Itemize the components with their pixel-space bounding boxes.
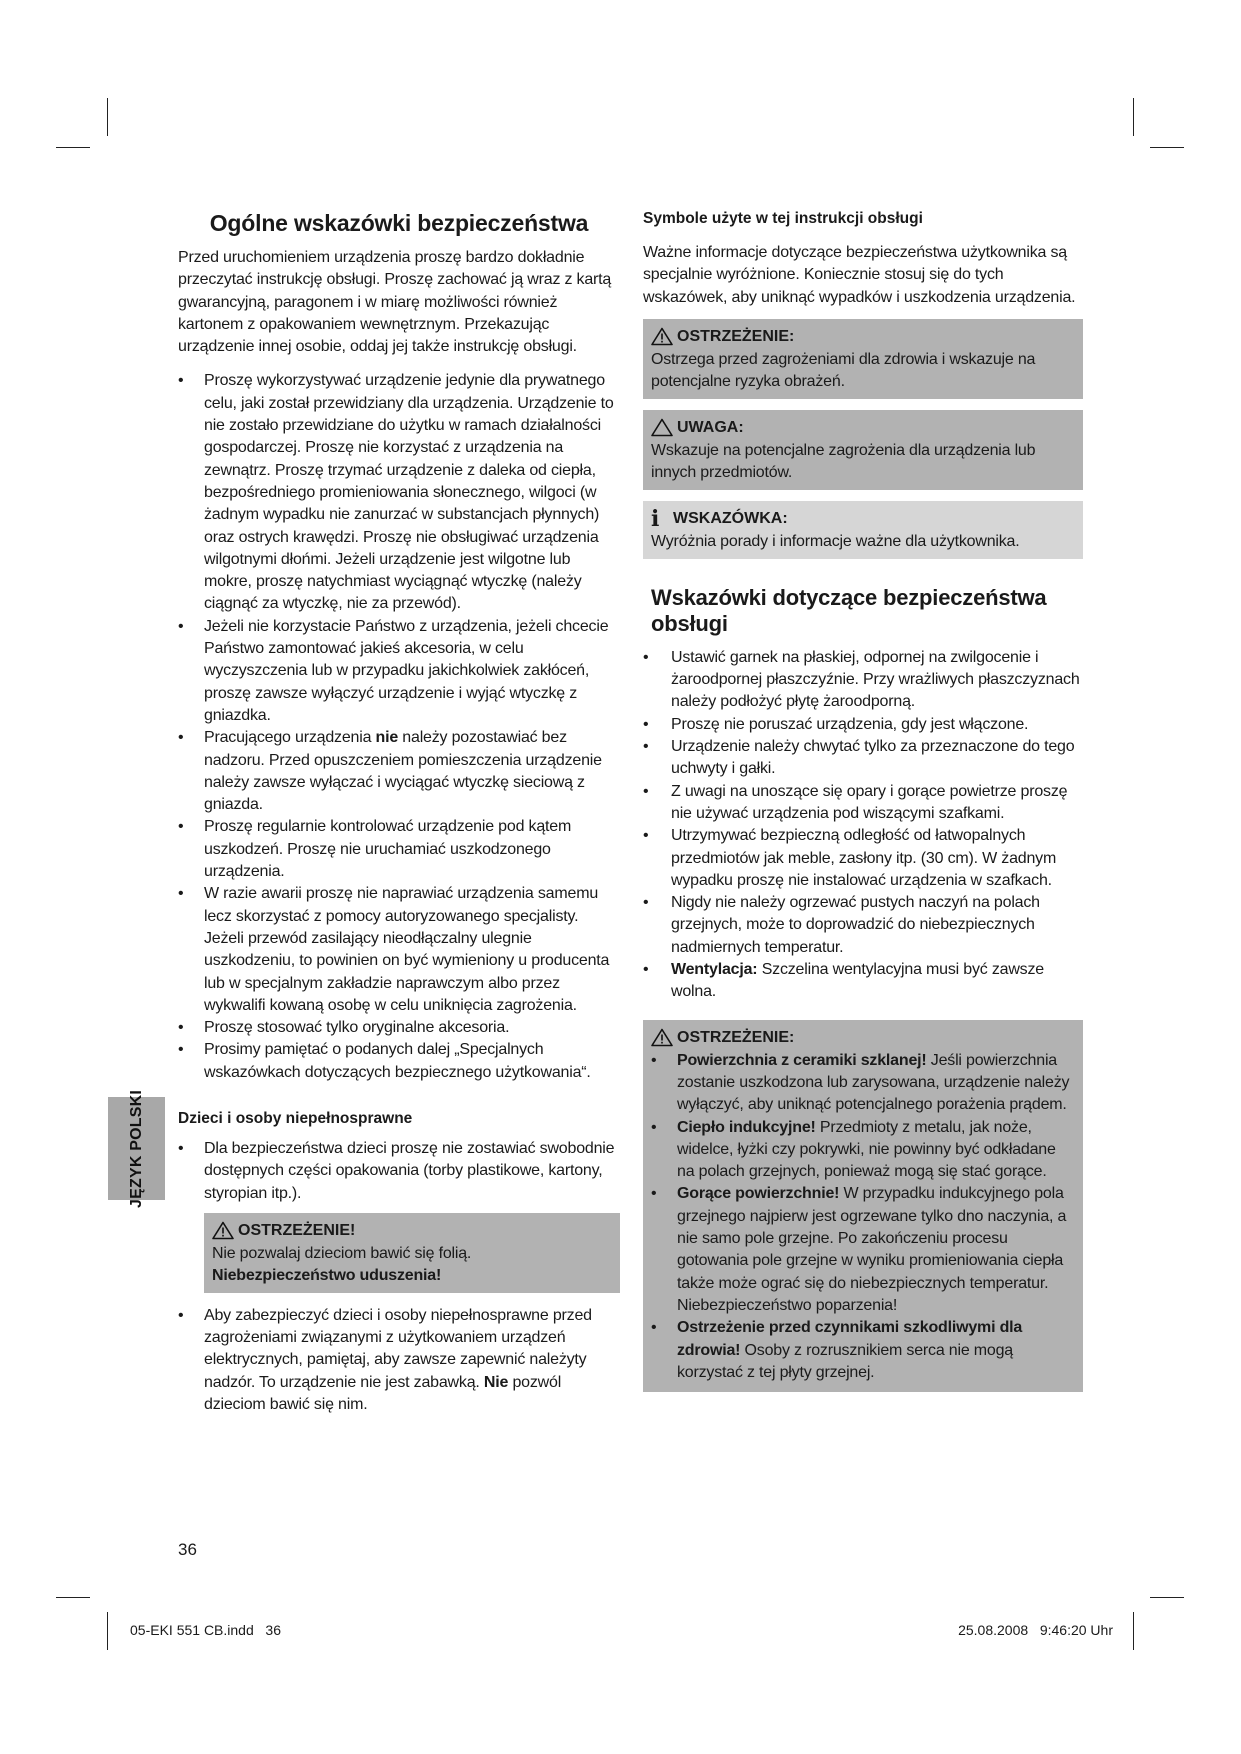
attention-triangle-icon bbox=[651, 418, 673, 437]
hint-header bbox=[651, 505, 1075, 532]
children-heading: Dzieci i osoby niepełnosprawne bbox=[178, 1109, 413, 1127]
list-item: • Proszę regularnie kontrolować urządzenie pod kątem uszkodzeń. Proszę nie uruchamiać uszkodzonego urządzenia. bbox=[178, 816, 620, 883]
list-item: • Prosimy pamiętać o podanych dalej „Specjalnych wskazówkach dotyczących bezpiecznego użytkowania“. bbox=[178, 1039, 620, 1084]
list-item: • W razie awarii proszę nie naprawiać urządzenia samemu lecz skorzystać z pomocy autoryzowanego specjalisty. Jeżeli przewód zasilający nieodłączalny ulegnie uszkodzeniu, to powinien on być wymieniony u producenta lub w specjalnym zakładzie naprawczym albo przez wykwalifi kowaną osobę w celu uniknięcia zagrożenia. bbox=[178, 883, 620, 1017]
emphasis-text: Powierzchnia z ceramiki szklanej! bbox=[677, 1051, 927, 1069]
language-tab-label: JĘZYK POLSKI bbox=[127, 1089, 145, 1208]
crop-mark bbox=[107, 98, 108, 136]
right-column bbox=[643, 210, 1083, 1403]
list-item: • Jeżeli nie korzystacie Państwo z urządzenia, jeżeli chcecie Państwo zamontować jakieś akcesoria, w celu wyczyszczenia lub w przypadku jakichkolwiek zakłóceń, proszę zawsze wyłączyć urządzenie i wyjąć wtyczkę z gniazdka. bbox=[178, 616, 620, 727]
attention-label: UWAGA: bbox=[677, 418, 744, 436]
list-item bbox=[178, 727, 620, 816]
list-item-text: W przypadku indukcyjnego pola grzejnego najpierw jest ogrzewane tylko dno naczynia, a nie samo pole grzejne. Po zakończeniu procesu gotowania pole grzejne w wyniku promieniowania ciepła także może ograć się do niebezpiecznych temperatur. Niebezpieczeństwo poparzenia! bbox=[677, 1185, 1067, 1314]
children-list bbox=[178, 1138, 620, 1205]
warning-bold-text: Niebezpieczeństwo uduszenia! bbox=[212, 1266, 442, 1284]
operating-safety-title: Wskazówki dotyczące bezpieczeństwa obsługi bbox=[651, 584, 1047, 636]
operating-safety-list bbox=[643, 647, 1083, 1004]
crop-mark bbox=[56, 1597, 90, 1598]
attention-header bbox=[651, 418, 1075, 438]
emphasis-text: Ciepło indukcyjne! bbox=[677, 1118, 816, 1136]
attention-symbol-box bbox=[643, 410, 1083, 490]
list-item: • Urządzenie należy chwytać tylko za przeznaczone do tego uchwyty i gałki. bbox=[643, 736, 1083, 781]
list-item-text: Jeśli powierzchnia zostanie uszkodzona lub zarysowana, urządzenie należy wyłączyć, aby uniknąć potencjalnego porażenia prądem. bbox=[677, 1051, 1070, 1114]
warning-label: OSTRZEŻENIE: bbox=[677, 1028, 795, 1046]
warning-triangle-icon bbox=[651, 1028, 673, 1047]
list-item: • Utrzymywać bezpieczną odległość od łatwopalnych przedmiotów jak meble, zasłony itp. (30 cm). W żadnym wypadku proszę nie instalować urządzenia w szafkach. bbox=[643, 825, 1083, 892]
induction-warning-box bbox=[643, 1020, 1083, 1392]
list-item: • Proszę stosować tylko oryginalne akcesoria. bbox=[178, 1017, 620, 1039]
footer-timestamp: 25.08.2008 9:46:20 Uhr bbox=[958, 1622, 1113, 1638]
induction-warning-list bbox=[651, 1050, 1075, 1384]
general-safety-intro: Przed uruchomieniem urządzenia proszę bardzo dokładnie przeczytać instrukcję obsługi. Proszę zachować ją wraz z kartą gwarancyjną, paragonem i w miarę możliwości również kartonem z opakowaniem wewnętrznym. Przekazując urządzenie innej osobie, oddaj jej także instrukcję obsługi. bbox=[178, 249, 612, 356]
warning-triangle-icon bbox=[212, 1221, 234, 1240]
emphasis-text: nie bbox=[375, 729, 399, 747]
crop-mark bbox=[1150, 147, 1184, 148]
warning-symbol-box bbox=[643, 319, 1083, 399]
warning-header bbox=[651, 1028, 1075, 1048]
list-item-text: Aby zabezpieczyć dzieci i osoby niepełnosprawne przed zagrożeniami związanymi z użytkowaniem urządzeń elektrycznych, pamiętaj, aby zawsze zapewnić należyty nadzór. To urządzenie nie jest zabawką. bbox=[204, 1306, 592, 1391]
hint-text: Wyróżnia porady i informacje ważne dla użytkownika. bbox=[651, 532, 1020, 550]
attention-text: Wskazuje na potencjalne zagrożenia dla urządzenia lub innych przedmiotów. bbox=[651, 441, 1036, 481]
footer-filename: 05-EKI 551 CB.indd 36 bbox=[130, 1622, 281, 1638]
list-item: • Ustawić garnek na płaskiej, odpornej na zwilgocenie i żaroodpornej płaszczyźnie. Przy wrażliwych płaszczyznach należy podłożyć płytę żaroodporną. bbox=[643, 647, 1083, 714]
list-item: • Proszę nie poruszać urządzenia, gdy jest włączone. bbox=[643, 714, 1083, 736]
general-safety-list bbox=[178, 370, 620, 1084]
page-number: 36 bbox=[178, 1540, 197, 1559]
crop-mark bbox=[1133, 98, 1134, 136]
info-icon: i bbox=[651, 505, 660, 532]
children-list-2 bbox=[178, 1305, 620, 1416]
emphasis-text: Ostrzeżenie przed czynnikami szkodliwymi dla zdrowia! bbox=[677, 1319, 1023, 1359]
list-item-text: należy pozostawiać bez nadzoru. Przed opuszczeniem pomieszczenia urządzenie należy zawsze wyłączać i wyciągać wtyczkę sieciową z gniazda. bbox=[204, 729, 602, 814]
crop-mark bbox=[1133, 1612, 1134, 1650]
warning-label: OSTRZEŻENIE: bbox=[677, 327, 795, 345]
list-item-text: Osoby z rozrusznikiem serca nie mogą korzystać z tej płyty grzejnej. bbox=[677, 1341, 1014, 1381]
crop-mark bbox=[1150, 1597, 1184, 1598]
list-item bbox=[178, 1305, 620, 1416]
symbols-heading: Symbole użyte w tej instrukcji obsługi bbox=[643, 210, 923, 227]
list-item-text: Szczelina wentylacyjna musi być zawsze wolna. bbox=[671, 961, 1044, 1001]
warning-header bbox=[651, 327, 1075, 347]
list-item-text: pozwól dzieciom bawić się nim. bbox=[204, 1373, 562, 1414]
warning-text: Ostrzega przed zagrożeniami dla zdrowia i wskazuje na potencjalne ryzyka obrażeń. bbox=[651, 350, 1036, 390]
list-item bbox=[651, 1317, 1075, 1384]
language-tab bbox=[108, 1089, 165, 1208]
symbols-intro: Ważne informacje dotyczące bezpieczeństwa użytkownika są specjalnie wyróżnione. Koniecznie stosuj się do tych wskazówek, aby uniknąć wypadków i uszkodzenia urządzenia. bbox=[643, 244, 1076, 306]
list-item bbox=[651, 1117, 1075, 1184]
list-item-text: Pracującego urządzenia bbox=[204, 729, 372, 747]
crop-mark bbox=[56, 147, 90, 148]
warning-triangle-icon bbox=[651, 327, 673, 346]
emphasis-text: Nie bbox=[483, 1373, 509, 1391]
list-item: • Dla bezpieczeństwa dzieci proszę nie zostawiać swobodnie dostępnych części opakowania (torby plastikowe, kartony, styropian itp.). bbox=[178, 1138, 620, 1205]
general-safety-title: Ogólne wskazówki bezpieczeństwa bbox=[209, 210, 589, 236]
warning-text: Nie pozwalaj dzieciom bawić się folią. bbox=[212, 1244, 472, 1262]
warning-label: OSTRZEŻENIE! bbox=[238, 1221, 356, 1239]
list-item: • Z uwagi na unoszące się opary i gorące powietrze proszę nie używać urządzenia pod wiszącymi szafkami. bbox=[643, 781, 1083, 826]
left-column bbox=[178, 210, 620, 1416]
warning-header bbox=[212, 1221, 612, 1241]
hint-symbol-box bbox=[643, 501, 1083, 559]
list-item: • Nigdy nie należy ogrzewać pustych naczyń na polach grzejnych, może to doprowadzić do niebezpiecznych nadmiernych temperatur. bbox=[643, 892, 1083, 959]
list-item-text: Przedmioty z metalu, jak noże, widelce, łyżki czy pokrywki, nie powinny być odkładane na polach grzejnych, ponieważ mogą się stać gorące. bbox=[677, 1118, 1056, 1181]
hint-label: WSKAZÓWKA: bbox=[673, 509, 788, 527]
list-item bbox=[643, 959, 1083, 1004]
list-item: • Proszę wykorzystywać urządzenie jedynie dla prywatnego celu, jaki został przewidziany dla urządzenia. Urządzenie to nie zostało przewidziane do użytku w ramach działalności gospodarczej. Proszę nie korzystać z urządzenia na zewnątrz. Proszę trzymać urządzenie z daleka od ciepła, bezpośredniego promieniowania słonecznego, wilgoci (w żadnym wypadku nie zanurzać w substancjach płynnych) oraz ostrych krawędzi. Proszę nie obsługiwać urządzenia wilgotnymi dłońmi. Jeżeli urządzenie jest wilgotne lub mokre, proszę natychmiast wyciągnąć wtyczkę (należy ciągnąć za wtyczkę, nie za przewód). bbox=[178, 370, 620, 615]
list-item bbox=[651, 1183, 1075, 1317]
emphasis-text: Wentylacja: bbox=[671, 961, 758, 979]
list-item bbox=[651, 1050, 1075, 1117]
foil-warning-box bbox=[204, 1213, 620, 1293]
crop-mark bbox=[107, 1612, 108, 1650]
emphasis-text: Gorące powierzchnie! bbox=[677, 1185, 840, 1203]
